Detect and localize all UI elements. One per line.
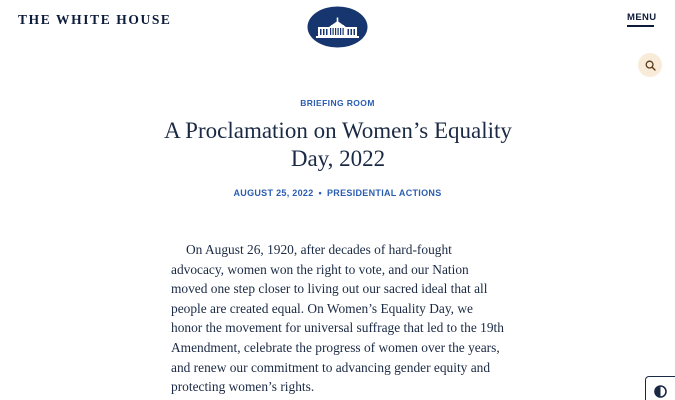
- search-button[interactable]: [638, 53, 662, 77]
- contrast-toggle-icon: [654, 385, 667, 398]
- section-link[interactable]: PRESIDENTIAL ACTIONS: [326, 188, 442, 198]
- menu-underline: [627, 25, 654, 27]
- article-paragraph: On August 26, 1920, after decades of hard-fought advocacy, women won the right to vote, and our Nation moved one step closer to living out our sacred ideal that all people are created equal. On Women’s Equality Day, we honor the movement for universal suffrage that led to the 19th Amendment, celebrate the progress of women over the years, and renew our commitment to advancing gender equity and protecting women’s rights.: [171, 242, 504, 395]
- meta-separator: •: [318, 188, 322, 198]
- article-meta: [0, 188, 675, 198]
- white-house-seal-icon[interactable]: [307, 6, 368, 48]
- menu-button[interactable]: [627, 12, 657, 27]
- category-link[interactable]: BRIEFING ROOM: [300, 98, 375, 108]
- search-icon: [645, 60, 656, 71]
- page-title: A Proclamation on Women’s Equality Day, 2022: [164, 118, 512, 171]
- publish-date: AUGUST 25, 2022: [233, 188, 314, 198]
- contrast-toggle-button[interactable]: [645, 376, 675, 400]
- site-title[interactable]: THE WHITE HOUSE: [18, 12, 172, 27]
- menu-label: MENU: [627, 12, 657, 23]
